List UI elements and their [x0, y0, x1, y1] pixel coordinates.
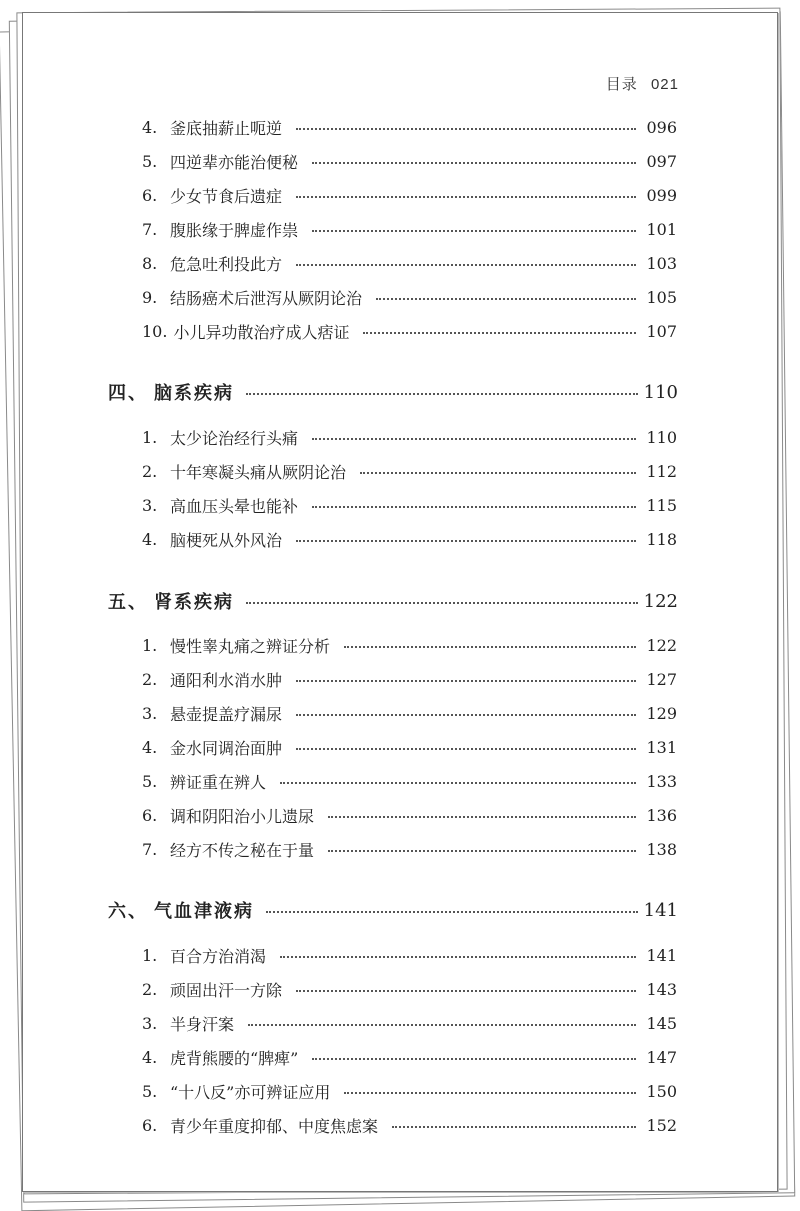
toc-entry [142, 1080, 677, 1102]
entry-number: 3. [142, 495, 158, 515]
entry-title: 百合方治消渴 [170, 946, 267, 966]
entry-number: 4. [142, 529, 158, 549]
entry-page-number: 103 [646, 253, 677, 273]
toc-entry [142, 668, 677, 690]
entry-page-number: 145 [646, 1013, 677, 1033]
toc-entry [142, 528, 677, 550]
leader-dots [296, 990, 636, 992]
toc-entry [142, 286, 677, 308]
toc-entry [142, 1012, 677, 1034]
entry-page-number: 110 [646, 427, 677, 447]
entry-number: 2. [142, 669, 158, 689]
entry-number: 1. [142, 427, 158, 447]
entry-number: 4. [142, 117, 158, 137]
entry-title: 金水同调治面肿 [170, 738, 283, 758]
entry-title: 危急吐利投此方 [170, 254, 283, 274]
entry-title: 脑系疾病 [154, 383, 234, 404]
toc-section-entry [108, 379, 678, 405]
toc-entry [142, 494, 677, 516]
entry-number: 8. [142, 253, 158, 273]
entry-title: 脑梗死从外风治 [170, 530, 283, 550]
leader-dots [296, 680, 636, 682]
entry-title: 高血压头晕也能补 [170, 496, 299, 516]
leader-dots [280, 782, 636, 784]
leader-dots [246, 393, 638, 395]
entry-title: 虎背熊腰的“脾痺” [170, 1048, 299, 1068]
leader-dots [344, 646, 636, 648]
entry-number: 1. [142, 945, 158, 965]
toc-entry [142, 770, 677, 792]
leader-dots [360, 472, 636, 474]
leader-dots [392, 1126, 636, 1128]
toc-entry [142, 702, 677, 724]
entry-number: 7. [142, 839, 158, 859]
leader-dots [280, 956, 636, 958]
entry-page-number: 099 [646, 185, 677, 205]
leader-dots [266, 911, 638, 913]
entry-title: 辨证重在辨人 [170, 772, 267, 792]
entry-page-number: 101 [646, 219, 677, 239]
entry-number: 10. [142, 321, 168, 341]
entry-page-number: 150 [646, 1081, 677, 1101]
entry-number: 5. [142, 771, 158, 791]
leader-dots [312, 438, 636, 440]
toc-entry [142, 978, 677, 1000]
entry-page-number: 138 [646, 839, 677, 859]
entry-title: 四逆辈亦能治便秘 [170, 152, 299, 172]
entry-page-number: 105 [646, 287, 677, 307]
toc-entry [142, 116, 677, 138]
entry-title: 通阳利水消水肿 [170, 670, 283, 690]
entry-number: 6. [142, 805, 158, 825]
toc-entry [142, 184, 677, 206]
entry-page-number: 122 [643, 590, 678, 612]
entry-number: 5. [142, 1081, 158, 1101]
entry-title: 少女节食后遗症 [170, 186, 283, 206]
entry-number: 六、 [108, 901, 148, 922]
entry-page-number: 141 [643, 899, 678, 921]
entry-title: 悬壶提盖疗漏尿 [170, 704, 283, 724]
entry-title: 青少年重度抑郁、中度焦虑案 [170, 1116, 379, 1136]
running-header [606, 73, 679, 94]
leader-dots [328, 850, 636, 852]
entry-title: 釜底抽薪止呃逆 [170, 118, 283, 138]
entry-page-number: 131 [646, 737, 677, 757]
entry-number: 3. [142, 1013, 158, 1033]
toc-entry [142, 1114, 677, 1136]
toc-entry [142, 426, 677, 448]
entry-number: 2. [142, 461, 158, 481]
entry-title: 慢性睾丸痛之辨证分析 [170, 636, 331, 656]
entry-number: 五、 [108, 592, 148, 613]
toc-entry [142, 804, 677, 826]
entry-title: 小儿异功散治疗成人痞证 [173, 322, 350, 342]
entry-title: 太少论治经行头痛 [170, 428, 299, 448]
entry-page-number: 147 [646, 1047, 677, 1067]
header-page-number: 021 [650, 76, 679, 93]
toc-entry [142, 460, 677, 482]
entry-number: 4. [142, 737, 158, 757]
entry-title: “十八反”亦可辨证应用 [170, 1082, 331, 1102]
entry-title: 肾系疾病 [154, 592, 234, 613]
toc-entry [142, 944, 677, 966]
entry-title: 结肠癌术后泄泻从厥阴论治 [170, 288, 363, 308]
leader-dots [312, 1058, 636, 1060]
entry-number: 7. [142, 219, 158, 239]
leader-dots [248, 1024, 636, 1026]
entry-number: 四、 [108, 383, 148, 404]
entry-title: 经方不传之秘在于量 [170, 840, 315, 860]
entry-page-number: 133 [646, 771, 677, 791]
entry-page-number: 152 [646, 1115, 677, 1135]
entry-title: 调和阴阳治小儿遗尿 [170, 806, 315, 826]
entry-page-number: 107 [646, 321, 677, 341]
leader-dots [328, 816, 636, 818]
entry-number: 2. [142, 979, 158, 999]
leader-dots [296, 714, 636, 716]
leader-dots [312, 162, 636, 164]
toc-entry [142, 634, 677, 656]
entry-page-number: 141 [646, 945, 677, 965]
entry-title: 顽固出汗一方除 [170, 980, 283, 1000]
leader-dots [296, 264, 636, 266]
toc-entry [142, 320, 677, 342]
leader-dots [312, 230, 636, 232]
toc-entry [142, 252, 677, 274]
entry-page-number: 096 [646, 117, 677, 137]
entry-number: 3. [142, 703, 158, 723]
toc-entry [142, 736, 677, 758]
entry-page-number: 122 [646, 635, 677, 655]
toc-entry [142, 1046, 677, 1068]
leader-dots [296, 540, 636, 542]
entry-title: 气血津液病 [154, 901, 254, 922]
entry-title: 腹胀缘于脾虚作祟 [170, 220, 299, 240]
leader-dots [376, 298, 636, 300]
entry-page-number: 097 [646, 151, 677, 171]
leader-dots [312, 506, 636, 508]
toc-entry [142, 150, 677, 172]
entry-number: 5. [142, 151, 158, 171]
toc-section-entry [108, 897, 678, 923]
leader-dots [296, 748, 636, 750]
toc-entry [142, 218, 677, 240]
entry-page-number: 112 [646, 461, 677, 481]
entry-number: 1. [142, 635, 158, 655]
entry-number: 6. [142, 185, 158, 205]
entry-page-number: 136 [646, 805, 677, 825]
entry-page-number: 110 [643, 381, 678, 403]
leader-dots [344, 1092, 636, 1094]
entry-page-number: 118 [646, 529, 677, 549]
toc-entry [142, 838, 677, 860]
leader-dots [296, 196, 636, 198]
entry-page-number: 129 [646, 703, 677, 723]
entry-number: 4. [142, 1047, 158, 1067]
entry-number: 9. [142, 287, 158, 307]
entry-title: 半身汗案 [170, 1014, 235, 1034]
leader-dots [296, 128, 636, 130]
toc-section-entry [108, 588, 678, 614]
leader-dots [246, 602, 638, 604]
entry-page-number: 127 [646, 669, 677, 689]
entry-title: 十年寒凝头痛从厥阴论治 [170, 462, 347, 482]
entry-page-number: 115 [646, 495, 677, 515]
entry-page-number: 143 [646, 979, 677, 999]
header-label: 目录 [605, 76, 638, 93]
leader-dots [363, 332, 636, 334]
entry-number: 6. [142, 1115, 158, 1135]
